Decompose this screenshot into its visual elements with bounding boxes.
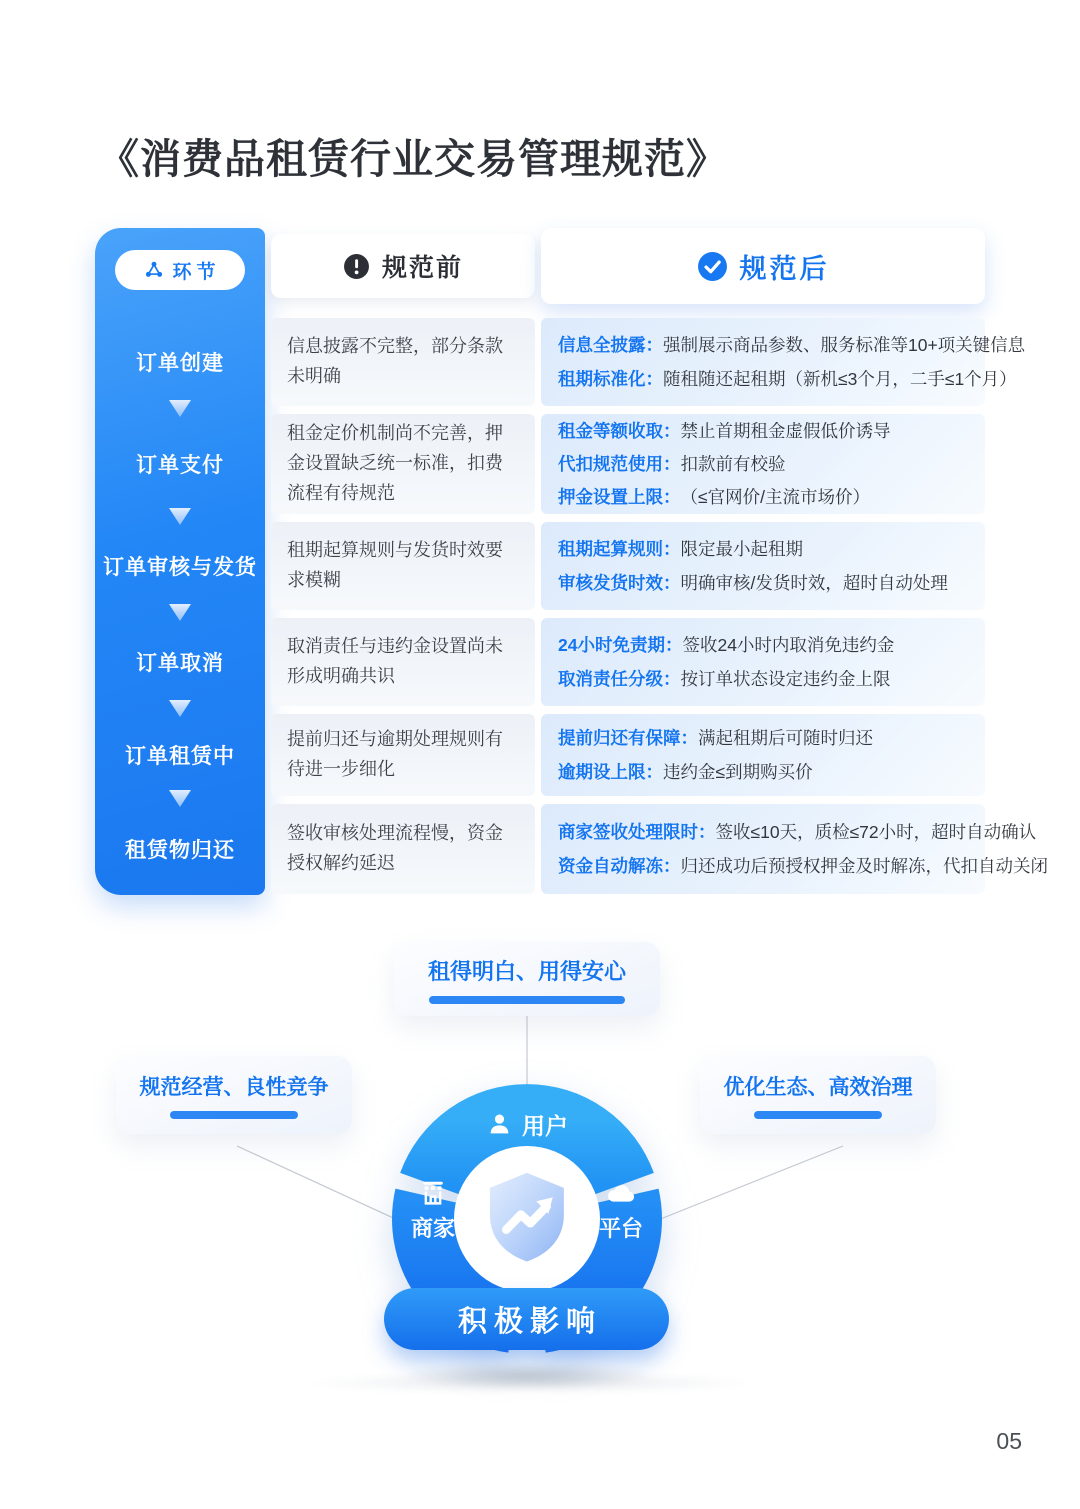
after-cell [541, 318, 1026, 406]
after-header-label: 规范后 [739, 253, 830, 284]
after-text: 禁止首期租金虚假低价诱导 [680, 420, 891, 441]
after-line [558, 366, 1017, 392]
after-text: 签收24小时内取消免违约金 [682, 635, 895, 656]
after-cell [541, 714, 985, 796]
before-cell [271, 804, 535, 894]
after-line [558, 418, 968, 444]
stage-badge [115, 250, 245, 290]
before-text: 签收审核处理流程慢，资金授权解约延迟 [287, 823, 503, 873]
impact-pill: 积极影响 [384, 1288, 669, 1350]
after-text: 归还成功后预授权押金及时解冻，代扣自动关闭 [680, 855, 1048, 876]
stage-label: 租赁物归还 [125, 839, 235, 862]
cloud-icon [605, 1178, 637, 1208]
after-label: 信息全披露： [558, 335, 663, 356]
role-label: 平台 [598, 1216, 643, 1241]
benefit-text: 优化生态、高效治理 [723, 1076, 913, 1099]
stage-label: 订单支付 [136, 454, 224, 477]
after-line [558, 666, 968, 692]
after-text: 扣款前有校验 [680, 453, 786, 474]
after-line [558, 536, 968, 562]
after-label: 租金等额收取： [558, 420, 681, 441]
after-text: 随租随还起租期（新机≤3个月，二手≤1个月） [663, 368, 1017, 389]
before-text: 租金定价机制尚不完善，押金设置缺乏统一标准，扣费流程有待规范 [287, 423, 503, 503]
after-cell [541, 618, 985, 706]
page-number: 05 [996, 1428, 1022, 1454]
after-label: 押金设置上限： [558, 487, 681, 508]
before-cell [271, 318, 535, 406]
after-line [558, 725, 968, 751]
after-cell [541, 804, 1048, 894]
before-text: 提前归还与逾期处理规则有待进一步细化 [287, 729, 503, 779]
after-text: 明确审核/发货时效，超时自动处理 [680, 572, 948, 593]
benefit-underline [429, 996, 625, 1004]
after-label: 租期标准化： [558, 368, 663, 389]
after-text: 签收≤10天，质检≤72小时，超时自动确认 [715, 822, 1037, 843]
role-platform [578, 1178, 664, 1243]
user-icon [486, 1111, 513, 1138]
benefit-text: 规范经营、良性竞争 [139, 1076, 329, 1099]
before-text: 租期起算规则与发货时效要求模糊 [287, 540, 503, 590]
after-label: 提前归还有保障： [558, 728, 698, 749]
store-icon [418, 1178, 448, 1208]
after-text: 强制展示商品参数、服务标准等10+项关键信息 [663, 335, 1026, 356]
after-text: 按订单状态设定违约金上限 [680, 668, 891, 689]
stage-header-label: 环节 [172, 261, 221, 283]
check-icon [697, 251, 728, 282]
page-title: 《消费品租赁行业交易管理规范》 [98, 136, 728, 182]
stage-label: 订单创建 [136, 352, 224, 375]
benefit-card-users [394, 942, 660, 1016]
after-cell [541, 522, 985, 610]
before-header-label: 规范前 [381, 254, 463, 282]
after-label: 代扣规范使用： [558, 453, 681, 474]
after-text: 限定最小起租期 [680, 539, 803, 560]
after-header [541, 228, 985, 304]
exclamation-icon [343, 253, 370, 280]
after-label: 资金自动解冻： [558, 855, 681, 876]
before-cell [271, 522, 535, 610]
before-text: 取消责任与违约金设置尚未形成明确共识 [287, 636, 503, 686]
stage-column [95, 228, 265, 895]
network-icon [144, 260, 164, 280]
after-line [558, 451, 968, 477]
after-label: 24小时免责期： [558, 635, 683, 656]
role-label: 商家 [410, 1216, 455, 1241]
role-label: 用户 [522, 1113, 568, 1139]
after-line [558, 570, 968, 596]
role-merchants [390, 1178, 476, 1243]
after-label: 审核发货时效： [558, 572, 681, 593]
benefit-card-platform [700, 1056, 936, 1134]
stage-label: 订单取消 [136, 652, 224, 675]
benefit-text: 租得明白、用得安心 [427, 958, 626, 984]
after-line [558, 332, 1026, 358]
after-cell [541, 414, 985, 514]
stage-label: 订单租赁中 [125, 745, 235, 768]
after-text: 满起租期后可随时归还 [698, 728, 873, 749]
reflection-shadow [398, 1362, 656, 1388]
after-line [558, 819, 1037, 845]
after-line [558, 632, 968, 658]
after-text: （≤官网价/主流市场价） [680, 487, 870, 508]
before-text: 信息披露不完整，部分条款未明确 [287, 336, 503, 386]
role-users [447, 1108, 607, 1141]
before-cell [271, 618, 535, 706]
after-label: 租期起算规则： [558, 539, 681, 560]
benefit-card-merchants [116, 1056, 352, 1134]
after-label: 商家签收处理限时： [558, 822, 716, 843]
rules-table [95, 228, 1048, 896]
before-cell [271, 714, 535, 796]
after-line [558, 853, 1048, 879]
benefit-underline [170, 1111, 298, 1119]
after-line [558, 484, 968, 510]
before-cell [271, 414, 535, 514]
after-label: 取消责任分级： [558, 668, 681, 689]
benefit-underline [754, 1111, 882, 1119]
after-label: 逾期设上限： [558, 761, 663, 782]
after-text: 违约金≤到期购买价 [663, 761, 813, 782]
before-header [271, 234, 535, 298]
stage-label: 订单审核与发货 [103, 556, 257, 579]
after-line [558, 759, 968, 785]
